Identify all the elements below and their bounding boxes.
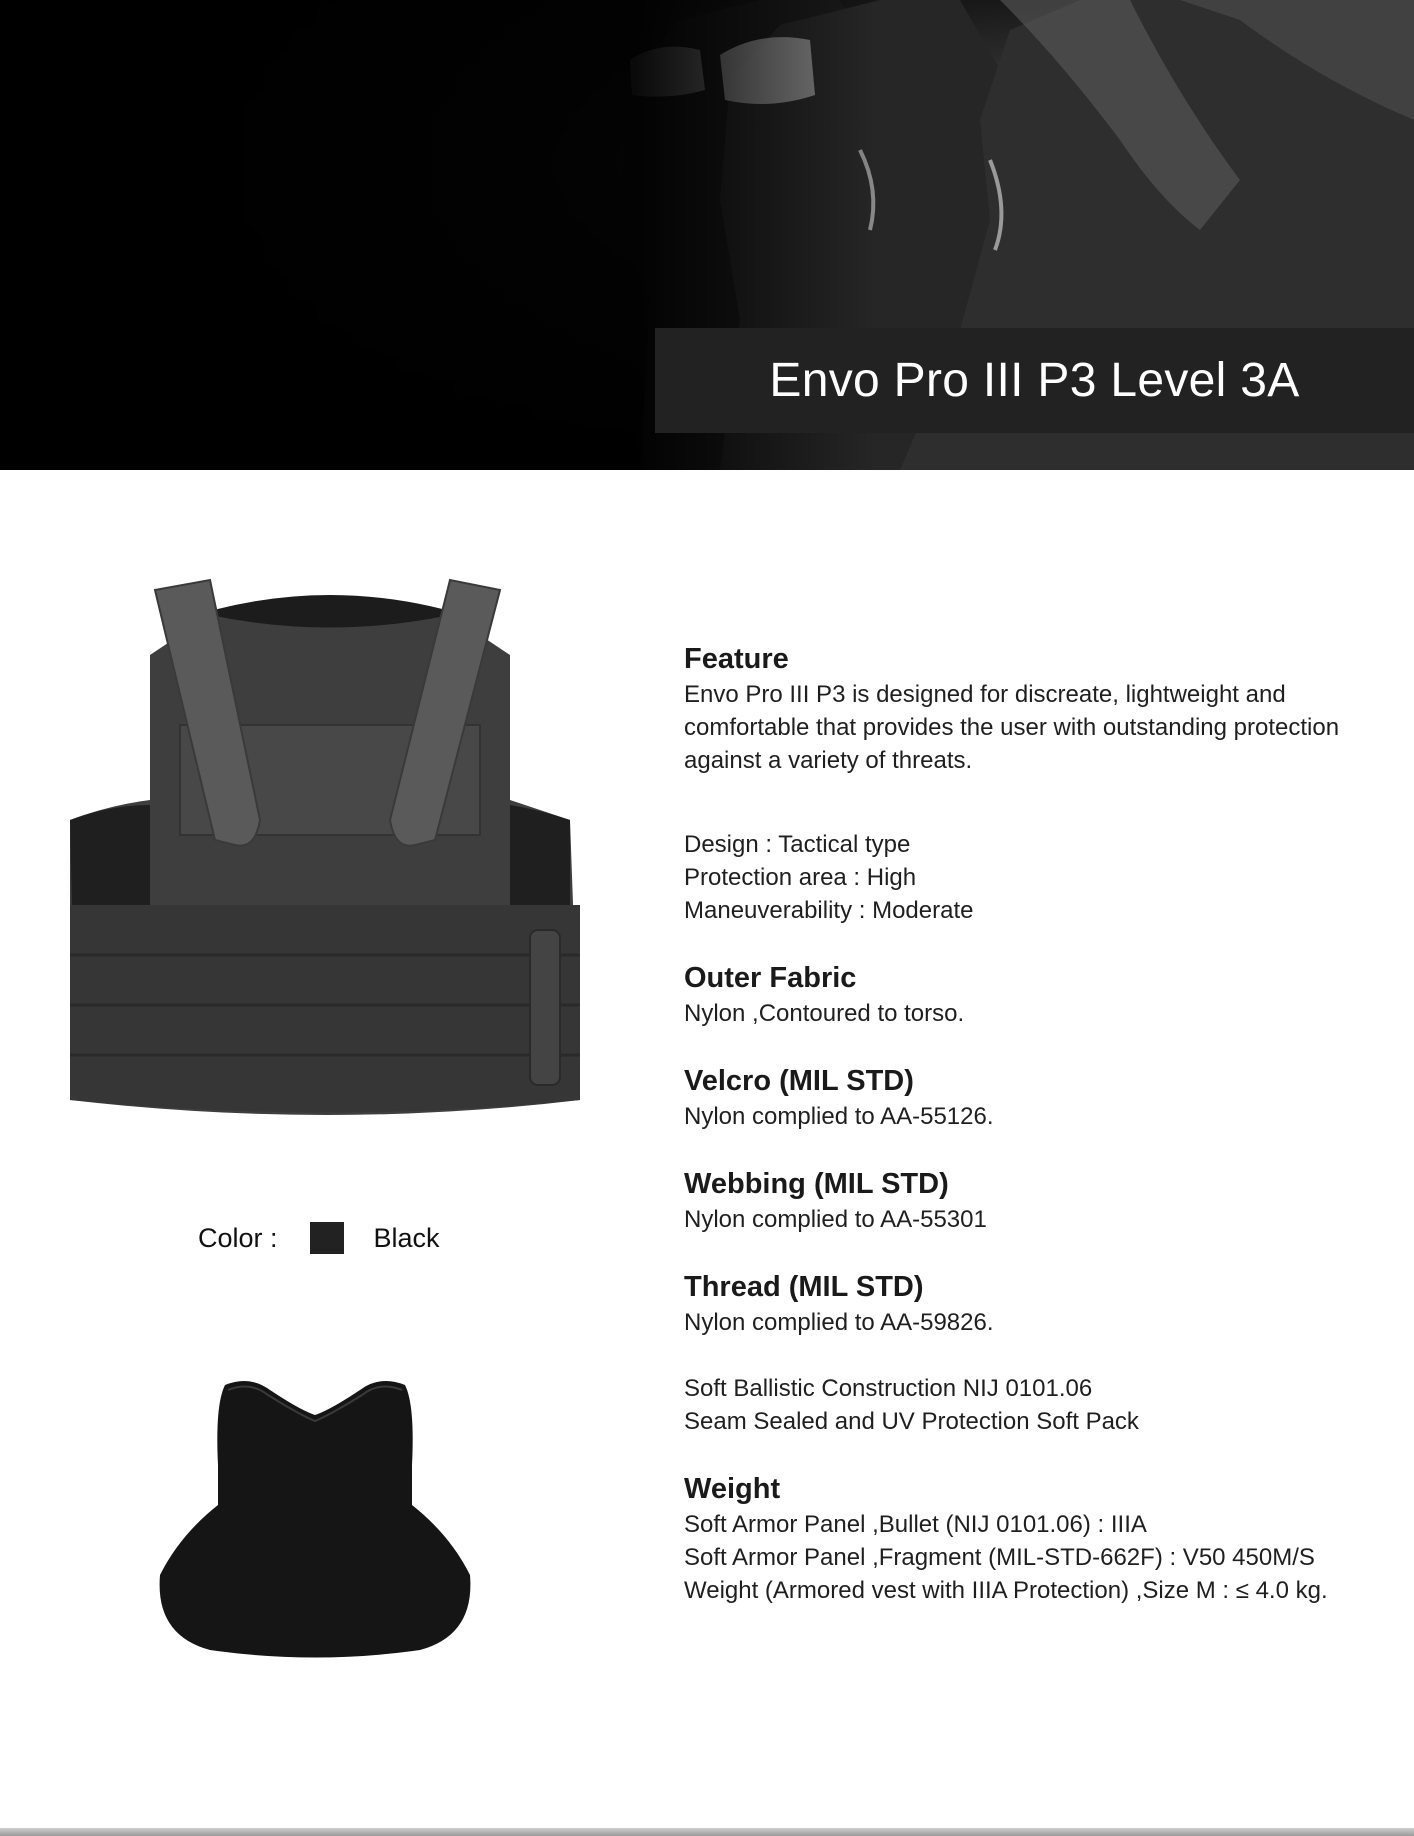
weight-heading: Weight: [684, 1473, 781, 1505]
hero-banner: [0, 0, 1414, 470]
protection-area-attribute: Protection area : High: [684, 864, 917, 891]
thread-heading: Thread (MIL STD): [684, 1271, 924, 1303]
weight-line: Soft Armor Panel ,Fragment (MIL-STD-662F) : V50 450M/S: [684, 1544, 1315, 1571]
vest-image: [60, 570, 600, 1140]
outer-fabric-text: Nylon ,Contoured to torso.: [684, 1000, 965, 1027]
weight-line: Soft Armor Panel ,Bullet (NIJ 0101.06) : IIIA: [684, 1511, 1147, 1538]
color-name: Black: [373, 1222, 440, 1253]
velcro-text: Nylon complied to AA-55126.: [684, 1103, 994, 1130]
webbing-text: Nylon complied to AA-55301: [684, 1206, 987, 1233]
maneuverability-attribute: Maneuverability : Moderate: [684, 897, 974, 924]
construction-line: Seam Sealed and UV Protection Soft Pack: [684, 1408, 1139, 1435]
page-title: Envo Pro III P3 Level 3A: [769, 354, 1300, 407]
feature-heading: Feature: [684, 643, 789, 675]
velcro-heading: Velcro (MIL STD): [684, 1065, 914, 1097]
feature-description-line: against a variety of threats.: [684, 747, 973, 774]
color-swatch-black: [310, 1222, 344, 1254]
thread-text: Nylon complied to AA-59826.: [684, 1309, 994, 1336]
design-attribute: Design : Tactical type: [684, 831, 911, 858]
specifications: [684, 640, 1404, 1607]
construction-line: Soft Ballistic Construction NIJ 0101.06: [684, 1375, 1093, 1402]
outer-fabric-heading: Outer Fabric: [684, 962, 857, 994]
feature-description-line: comfortable that provides the user with outstanding protection: [684, 714, 1340, 741]
webbing-heading: Webbing (MIL STD): [684, 1168, 949, 1200]
title-band: [655, 328, 1414, 433]
color-row: [198, 1218, 440, 1258]
feature-description-line: Envo Pro III P3 is designed for discreate, lightweight and: [684, 681, 1286, 708]
footer-bar: [0, 1828, 1414, 1836]
weight-line: Weight (Armored vest with IIIA Protection) ,Size M : ≤ 4.0 kg.: [684, 1577, 1328, 1604]
soft-armor-panel-image: [150, 1375, 480, 1660]
color-label: Color :: [198, 1222, 278, 1253]
